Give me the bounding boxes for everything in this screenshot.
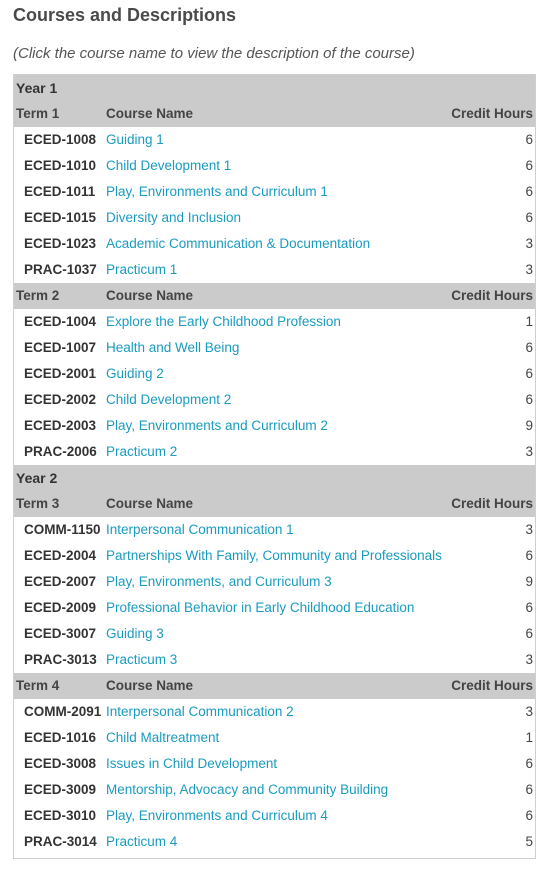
course-credits: 1 (525, 730, 533, 745)
course-name-header: Course Name (106, 288, 194, 303)
credit-hours-header: Credit Hours (451, 678, 533, 693)
credit-hours-header: Credit Hours (451, 496, 533, 511)
course-name-link[interactable]: Interpersonal Communication 2 (106, 704, 294, 719)
course-credits: 5 (525, 834, 533, 849)
term-label: Term 3 (16, 496, 60, 511)
course-code: ECED-2009 (24, 600, 97, 615)
course-code: ECED-1011 (24, 184, 96, 199)
course-name-header: Course Name (106, 678, 194, 693)
course-row (14, 803, 535, 829)
course-row (14, 699, 535, 725)
course-name-link[interactable]: Practicum 2 (106, 444, 178, 459)
course-credits: 3 (525, 262, 533, 277)
course-credits: 6 (525, 184, 533, 199)
course-credits: 6 (525, 132, 533, 147)
course-name-link[interactable]: Play, Environments and Curriculum 1 (106, 184, 328, 199)
course-name-header: Course Name (106, 106, 194, 121)
course-row (14, 387, 535, 413)
course-name-link[interactable]: Mentorship, Advocacy and Community Building (106, 782, 389, 797)
course-name-link[interactable]: Professional Behavior in Early Childhood Education (106, 600, 415, 615)
course-row (14, 517, 535, 543)
course-row (14, 647, 535, 673)
course-credits: 3 (525, 704, 533, 719)
course-name-link[interactable]: Explore the Early Childhood Profession (106, 314, 341, 329)
course-row (14, 205, 535, 231)
course-code: ECED-3008 (24, 756, 97, 771)
course-row (14, 179, 535, 205)
course-code: ECED-3009 (24, 782, 97, 797)
credit-hours-header: Credit Hours (451, 288, 533, 303)
course-code: ECED-3010 (24, 808, 97, 823)
course-row (14, 595, 535, 621)
term-label: Term 4 (16, 678, 60, 693)
term-label: Term 2 (16, 288, 60, 303)
page-title: Courses and Descriptions (13, 5, 237, 25)
course-row (14, 569, 535, 595)
course-code: ECED-1010 (24, 158, 97, 173)
course-code: COMM-2091 (24, 704, 102, 719)
course-code: PRAC-2006 (24, 444, 97, 459)
course-row (14, 621, 535, 647)
term-header-row (14, 491, 535, 517)
course-row (14, 413, 535, 439)
course-name-link[interactable]: Play, Environments and Curriculum 4 (106, 808, 328, 823)
course-name-link[interactable]: Guiding 1 (106, 132, 164, 147)
course-name-header: Course Name (106, 496, 194, 511)
course-name-link[interactable]: Guiding 3 (106, 626, 164, 641)
course-row (14, 361, 535, 387)
course-credits: 6 (525, 808, 533, 823)
course-credits: 6 (525, 782, 533, 797)
course-row (14, 153, 535, 179)
term-header-row (14, 673, 535, 699)
course-credits: 6 (525, 366, 533, 381)
course-code: PRAC-3014 (24, 834, 97, 849)
course-credits: 9 (525, 574, 533, 589)
course-name-link[interactable]: Child Maltreatment (106, 730, 220, 745)
course-code: ECED-2002 (24, 392, 97, 407)
course-code: ECED-2001 (24, 366, 97, 381)
course-code: ECED-1008 (24, 132, 97, 147)
course-name-link[interactable]: Partnerships With Family, Community and Professionals (106, 548, 442, 563)
course-credits: 3 (525, 236, 533, 251)
course-code: ECED-1007 (24, 340, 97, 355)
credit-hours-header: Credit Hours (451, 106, 533, 121)
course-credits: 6 (525, 548, 533, 563)
course-credits: 6 (525, 210, 533, 225)
course-row (14, 829, 535, 855)
course-credits: 3 (525, 522, 533, 537)
course-credits: 3 (525, 444, 533, 459)
course-name-link[interactable]: Health and Well Being (106, 340, 240, 355)
course-credits: 6 (525, 392, 533, 407)
course-credits: 3 (525, 652, 533, 667)
course-name-link[interactable]: Guiding 2 (106, 366, 164, 381)
course-code: ECED-2004 (24, 548, 97, 563)
course-row (14, 777, 535, 803)
course-name-link[interactable]: Play, Environments, and Curriculum 3 (106, 574, 332, 589)
course-table (13, 74, 536, 859)
course-code: ECED-1004 (24, 314, 97, 329)
course-code: PRAC-3013 (24, 652, 97, 667)
course-name-link[interactable]: Child Development 1 (106, 158, 232, 173)
course-code: ECED-1023 (24, 236, 97, 251)
course-code: ECED-1016 (24, 730, 97, 745)
course-row (14, 335, 535, 361)
course-code: COMM-1150 (24, 522, 101, 537)
course-credits: 6 (525, 158, 533, 173)
course-row (14, 725, 535, 751)
page-subtitle: (Click the course name to view the description of the course) (13, 45, 415, 62)
course-name-link[interactable]: Practicum 4 (106, 834, 178, 849)
course-credits: 9 (525, 418, 533, 433)
course-credits: 6 (525, 756, 533, 771)
course-code: ECED-2007 (24, 574, 97, 589)
course-credits: 6 (525, 600, 533, 615)
course-name-link[interactable]: Issues in Child Development (106, 756, 278, 771)
course-row (14, 257, 535, 283)
course-name-link[interactable]: Interpersonal Communication 1 (106, 522, 294, 537)
course-credits: 6 (525, 340, 533, 355)
course-row (14, 543, 535, 569)
course-name-link[interactable]: Practicum 1 (106, 262, 178, 277)
course-credits: 1 (525, 314, 533, 329)
course-code: PRAC-1037 (24, 262, 97, 277)
year-header-row (14, 465, 535, 491)
course-credits: 6 (525, 626, 533, 641)
term-header-row (14, 283, 535, 309)
course-name-link[interactable]: Practicum 3 (106, 652, 178, 667)
course-code: ECED-3007 (24, 626, 97, 641)
course-name-link[interactable]: Play, Environments and Curriculum 2 (106, 418, 328, 433)
year-header-row (14, 75, 535, 101)
course-name-link[interactable]: Child Development 2 (106, 392, 232, 407)
term-label: Term 1 (16, 106, 60, 121)
course-code: ECED-2003 (24, 418, 97, 433)
term-header-row (14, 101, 535, 127)
year-label: Year 1 (16, 80, 58, 96)
course-code: ECED-1015 (24, 210, 97, 225)
course-name-link[interactable]: Diversity and Inclusion (106, 210, 242, 225)
course-row (14, 751, 535, 777)
course-row (14, 309, 535, 335)
course-row (14, 127, 535, 153)
course-name-link[interactable]: Academic Communication & Documentation (106, 236, 371, 251)
course-row (14, 439, 535, 465)
year-label: Year 2 (16, 470, 58, 486)
course-row (14, 231, 535, 257)
